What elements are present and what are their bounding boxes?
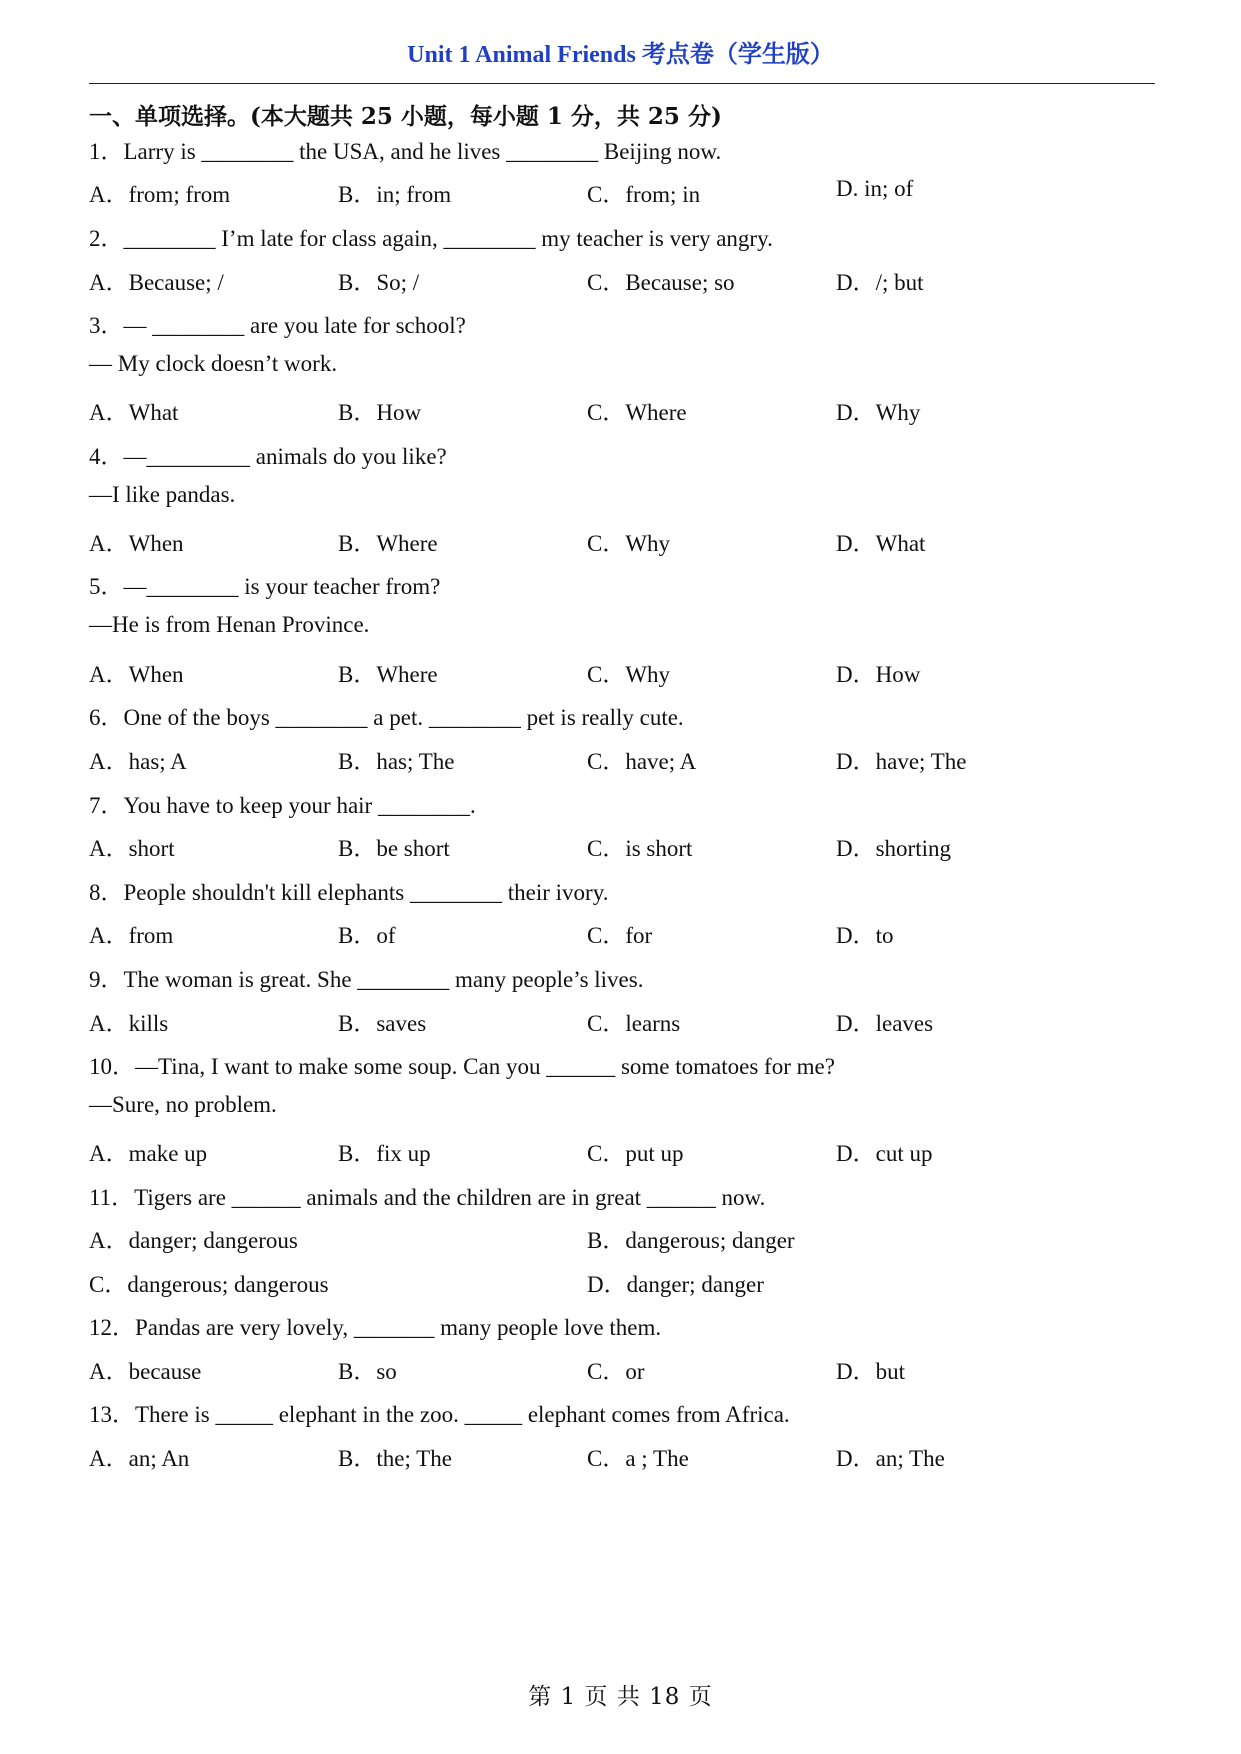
option-b[interactable]: B．has; The [338, 749, 455, 774]
section-heading: 一、单项选择。(本大题共 25 小题，每小题 1 分，共 25 分) [89, 103, 722, 130]
option-d[interactable]: D．shorting [836, 836, 951, 861]
option-d[interactable]: D．/; but [836, 270, 924, 295]
question-8-stem: 8．People shouldn't kill elephants ________ their ivory. [89, 880, 609, 905]
option-a[interactable]: A．When [89, 531, 184, 556]
option-c[interactable]: C．Where [587, 400, 687, 425]
option-a[interactable]: A．short [89, 836, 175, 861]
option-c[interactable]: C．from; in [587, 182, 701, 207]
option-c[interactable]: C．dangerous; dangerous [89, 1272, 329, 1297]
question-11-stem: 11．Tigers are ______ animals and the children are in great ______ now. [89, 1185, 766, 1210]
option-d[interactable]: D．cut up [836, 1141, 933, 1166]
option-d[interactable]: D．How [836, 662, 921, 687]
question-12-stem: 12．Pandas are very lovely, _______ many people love them. [89, 1315, 662, 1340]
option-a[interactable]: A．kills [89, 1011, 169, 1036]
option-d[interactable]: D．an; The [836, 1446, 945, 1471]
option-b[interactable]: B．saves [338, 1011, 427, 1036]
option-b[interactable]: B．be short [338, 836, 450, 861]
option-c[interactable]: C．Why [587, 662, 671, 687]
option-b[interactable]: B．Where [338, 531, 438, 556]
option-b[interactable]: B．How [338, 400, 422, 425]
page-number: 第 1 页 共 18 页 [528, 1684, 713, 1710]
option-c[interactable]: C．is short [587, 836, 693, 861]
option-d[interactable]: D．What [836, 531, 926, 556]
option-a[interactable]: A．from [89, 923, 174, 948]
option-d[interactable]: D．leaves [836, 1011, 934, 1036]
option-b[interactable]: B．in; from [338, 182, 452, 207]
option-c[interactable]: C．put up [587, 1141, 684, 1166]
option-a[interactable]: A．danger; dangerous [89, 1228, 298, 1253]
question-10-stem: 10．—Tina, I want to make some soup. Can you ______ some tomatoes for me? [89, 1054, 835, 1079]
option-d[interactable]: D．but [836, 1359, 905, 1384]
option-b[interactable]: B．fix up [338, 1141, 431, 1166]
question-5-stem: 5．—________ is your teacher from? [89, 574, 441, 599]
question-5-dialog: —He is from Henan Province. [89, 612, 370, 637]
option-c[interactable]: C．have; A [587, 749, 697, 774]
option-a[interactable]: A．from; from [89, 182, 231, 207]
option-a[interactable]: A．make up [89, 1141, 208, 1166]
option-c[interactable]: C．a ; The [587, 1446, 689, 1471]
option-c[interactable]: C．learns [587, 1011, 681, 1036]
option-d[interactable]: D. in; of [836, 176, 914, 201]
option-c[interactable]: C．Because; so [587, 270, 735, 295]
option-a[interactable]: A．an; An [89, 1446, 190, 1471]
option-a[interactable]: A．Because; / [89, 270, 224, 295]
option-b[interactable]: B．so [338, 1359, 397, 1384]
option-b[interactable]: B．So; / [338, 270, 420, 295]
question-9-stem: 9．The woman is great. She ________ many people’s lives. [89, 967, 644, 992]
option-a[interactable]: A．has; A [89, 749, 187, 774]
header-divider [89, 83, 1155, 84]
option-b[interactable]: B．of [338, 923, 396, 948]
question-3-dialog: — My clock doesn’t work. [89, 351, 338, 376]
option-d[interactable]: D．have; The [836, 749, 967, 774]
option-b[interactable]: B．dangerous; danger [587, 1228, 795, 1253]
option-a[interactable]: A．What [89, 400, 179, 425]
question-1-stem: 1．Larry is ________ the USA, and he lives ________ Beijing now. [89, 139, 722, 164]
question-10-dialog: —Sure, no problem. [89, 1092, 277, 1117]
question-3-stem: 3．— ________ are you late for school? [89, 313, 466, 338]
document-title: Unit 1 Animal Friends 考点卷（学生版） [407, 42, 834, 68]
option-c[interactable]: C．or [587, 1359, 645, 1384]
option-c[interactable]: C．for [587, 923, 653, 948]
question-7-stem: 7．You have to keep your hair ________. [89, 793, 476, 818]
option-d[interactable]: D．to [836, 923, 894, 948]
option-d[interactable]: D．Why [836, 400, 921, 425]
question-6-stem: 6．One of the boys ________ a pet. ________ pet is really cute. [89, 705, 684, 730]
option-a[interactable]: A．because [89, 1359, 202, 1384]
question-4-stem: 4．—_________ animals do you like? [89, 444, 447, 469]
question-4-dialog: —I like pandas. [89, 482, 236, 507]
option-b[interactable]: B．Where [338, 662, 438, 687]
option-c[interactable]: C．Why [587, 531, 671, 556]
option-a[interactable]: A．When [89, 662, 184, 687]
option-d[interactable]: D．danger; danger [587, 1272, 764, 1297]
option-b[interactable]: B．the; The [338, 1446, 452, 1471]
question-13-stem: 13．There is _____ elephant in the zoo. _____ elephant comes from Africa. [89, 1402, 790, 1427]
question-2-stem: 2．________ I’m late for class again, ________ my teacher is very angry. [89, 226, 773, 251]
